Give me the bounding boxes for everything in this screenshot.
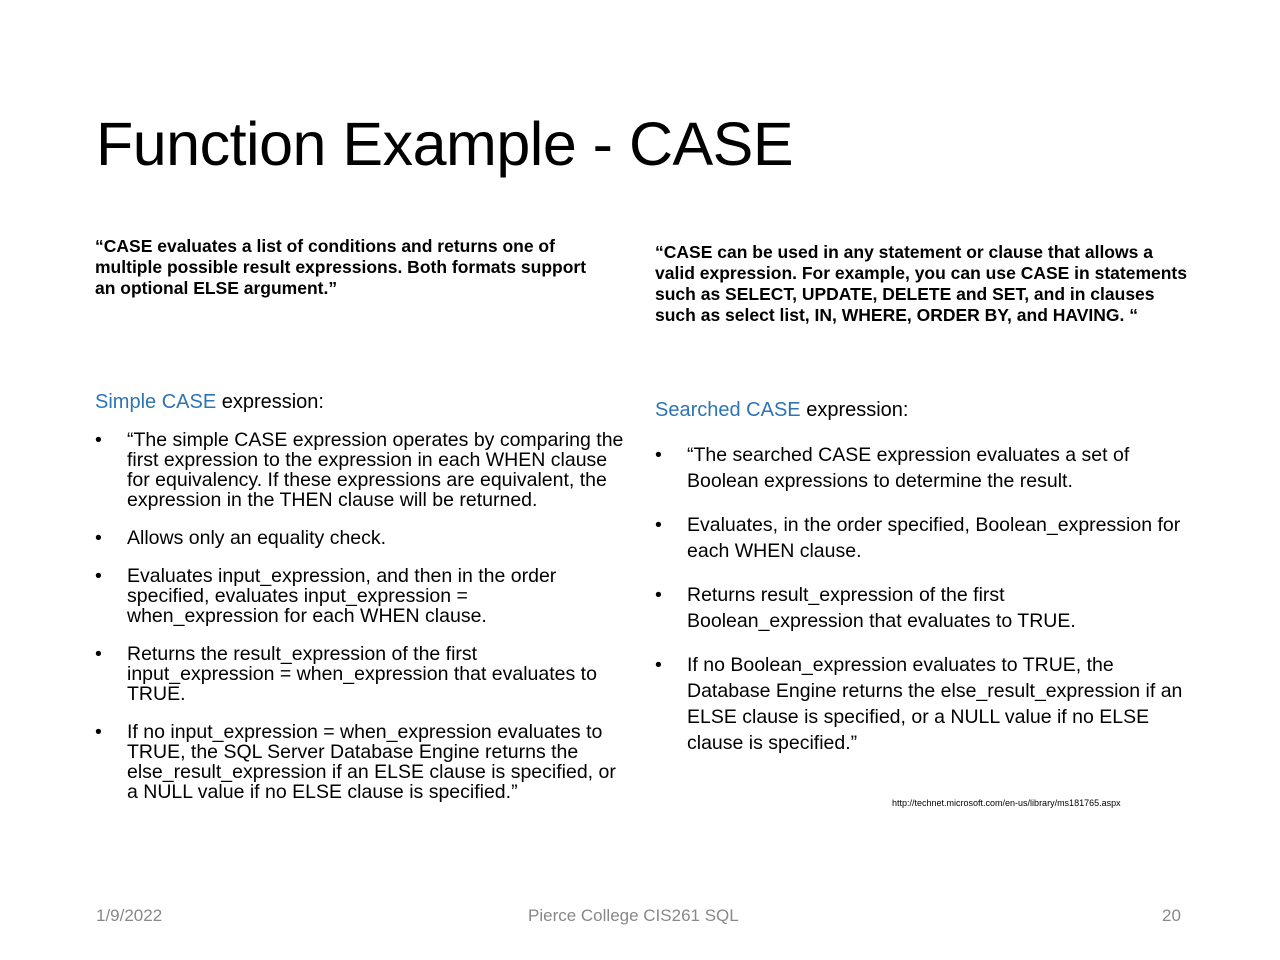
searched-case-list: [655, 442, 1185, 774]
bullet-icon: •: [95, 721, 102, 743]
list-item-text: “The searched CASE expression evaluates a set of Boolean expressions to determine the result.: [687, 444, 1130, 492]
list-item: [655, 652, 1185, 756]
simple-case-list: [95, 430, 625, 820]
slide-title: Function Example - CASE: [96, 110, 794, 178]
bullet-icon: •: [655, 444, 662, 466]
page-number: 20: [1162, 906, 1181, 925]
bullet-icon: •: [95, 527, 102, 549]
list-item-text: Allows only an equality check.: [127, 527, 387, 549]
list-item: [95, 722, 625, 802]
simple-case-heading: [95, 390, 324, 414]
searched-case-heading-rest: expression:: [800, 399, 909, 421]
bullet-icon: •: [95, 565, 102, 587]
source-link[interactable]: http://technet.microsoft.com/en-us/library/ms181765.aspx: [892, 798, 1121, 808]
list-item-text: If no input_expression = when_expression evaluates to TRUE, the SQL Server Database Engine returns the else_result_expression if an ELSE clause is specified, or a NULL value if no ELSE clause is specified.”: [127, 721, 616, 803]
list-item-text: “The simple CASE expression operates by comparing the first expression to the expression in each WHEN clause for equivalency. If these expressions are equivalent, the expression in the THEN clause will be returned.: [127, 429, 624, 511]
list-item: [95, 430, 625, 510]
list-item: [95, 528, 625, 548]
list-item-text: Returns result_expression of the first Boolean_expression that evaluates to TRUE.: [687, 584, 1076, 632]
list-item: [655, 442, 1185, 494]
footer-date: 1/9/2022: [96, 906, 163, 925]
list-item: [655, 512, 1185, 564]
simple-case-heading-rest: expression:: [216, 391, 324, 413]
right-quote: “CASE can be used in any statement or clause that allows a valid expression. For example, you can use CASE in statements such as SELECT, UPDATE, DELETE and SET, and in clauses such as select list, IN, WHERE, ORDER BY, and HAVING. “: [655, 242, 1187, 325]
bullet-icon: •: [95, 643, 102, 665]
bullet-icon: •: [655, 584, 662, 606]
footer-course: Pierce College CIS261 SQL: [528, 906, 739, 925]
list-item: [655, 582, 1185, 634]
list-item-text: Evaluates, in the order specified, Boolean_expression for each WHEN clause.: [687, 514, 1181, 562]
bullet-icon: •: [95, 429, 102, 451]
simple-case-heading-accent: Simple CASE: [95, 391, 217, 413]
searched-case-heading: [655, 398, 908, 422]
list-item-text: If no Boolean_expression evaluates to TRUE, the Database Engine returns the else_result_expression if an ELSE clause is specified, or a NULL value if no ELSE clause is specified.”: [687, 654, 1183, 754]
list-item-text: Returns the result_expression of the first input_expression = when_expression that evaluates to TRUE.: [127, 643, 597, 705]
list-item-text: Evaluates input_expression, and then in the order specified, evaluates input_expression = when_expression for each WHEN clause.: [127, 565, 557, 627]
bullet-icon: •: [655, 654, 662, 676]
list-item: [95, 566, 625, 626]
list-item: [95, 644, 625, 704]
bullet-icon: •: [655, 514, 662, 536]
searched-case-heading-accent: Searched CASE: [655, 399, 801, 421]
left-quote: “CASE evaluates a list of conditions and returns one of multiple possible result expressions. Both formats support an optional ELSE argument.”: [95, 236, 587, 298]
